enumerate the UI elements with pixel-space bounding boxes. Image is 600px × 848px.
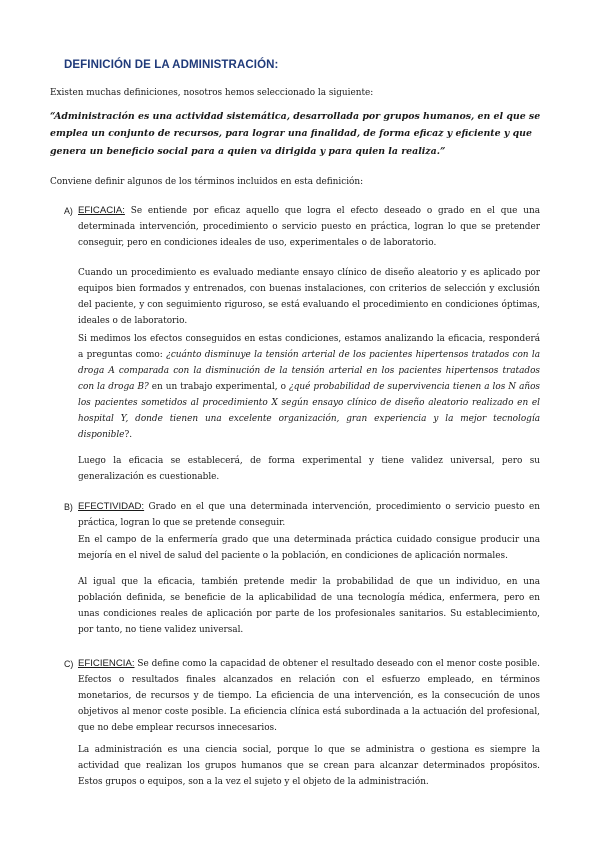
section-a-p3-d: ¿qué probabilidad de supervivencia tienen a los N años los pacientes sometidos al procedimiento X según ensayo clínico de diseño aleatorio realizado en el hospital Y, donde tienen una excelente organización, gran experiencia y la mejor tecnología disponible <box>78 382 540 440</box>
term-efectividad: EFECTIVIDAD: <box>78 501 145 512</box>
page-title: DEFINICIÓN DE LA ADMINISTRACIÓN: <box>64 59 279 71</box>
section-a-letter: A) <box>64 206 73 216</box>
section-b-p2: Al igual que la eficacia, también pretende medir la probabilidad de que un individuo, en una población definida, se beneficie de la aplicabilidad de una tecnología médica, enfermera, pero en unas condiciones reales de aplicación por parte de los profesionales sanitarios. Su establecimiento, por tanto, no tiene validez universal. <box>78 577 540 635</box>
section-a-p2: Cuando un procedimiento es evaluado mediante ensayo clínico de diseño aleatorio y es aplicado por equipos bien formados y entrenados, con buenas instalaciones, con criterios de selección y exclusión del paciente, y con seguimiento riguroso, se está evaluando el procedimiento en condiciones óptimas, ideales o de laboratorio. <box>78 268 540 326</box>
lead-text: Conviene definir algunos de los términos incluidos en esta definición: <box>50 177 364 187</box>
section-a-p3-c: en un trabajo experimental, o <box>148 382 289 392</box>
section-a-p3-e: ?. <box>124 430 133 440</box>
section-a-p1 <box>78 203 540 251</box>
definition-quote: “Administración es una actividad sistemática, desarrollada por grupos humanos, en el que se emplea un conjunto de recursos, para lograr una finalidad, de forma eficaz y eficiente y que genera un beneficio social para a quien va dirigida y para quien la realiza.” <box>50 111 541 157</box>
section-c-letter: C) <box>64 659 74 669</box>
term-eficiencia: EFICIENCIA: <box>78 658 135 669</box>
intro-text: Existen muchas definiciones, nosotros hemos seleccionado la siguiente: <box>50 88 374 98</box>
section-b-letter: B) <box>64 502 73 512</box>
section-c-p2: La administración es una ciencia social, porque lo que se administra o gestiona es siempre la actividad que realizan los grupos humanos que se crean para alcanzar determinados propósitos. Estos grupos o equipos, son a la vez el sujeto y el objeto de la administración. <box>78 745 540 787</box>
section-c-p1 <box>78 656 540 736</box>
term-eficacia: EFICACIA: <box>78 205 125 216</box>
section-b-p1-text: Grado en el que una determinada intervención, procedimiento o servicio puesto en práctica, logran lo que se pretende conseguir. <box>78 502 540 528</box>
section-b-p1 <box>78 499 540 531</box>
section-b-p1b: En el campo de la enfermería grado que una determinada práctica cuidado consigue producir una mejoría en el nivel de salud del paciente o la población, en condiciones de aplicación normales. <box>78 535 540 561</box>
section-a-p3-a: Si medimos los efectos conseguidos en estas condiciones, estamos analizando la eficacia, responderá a preguntas como: <box>78 334 540 360</box>
section-c-p1-text: Se define como la capacidad de obtener el resultado deseado con el menor coste posible. Efectos o resultados finales alcanzados en relación con el esfuerzo empleado, en términos monetarios, de recursos y de tiempo. La eficiencia de una intervención, es la consecución de unos objetivos al menor coste posible. La eficiencia clínica está subordinada a la actuación del profesional, que no debe emplear recursos innecesarios. <box>78 659 540 733</box>
section-a-p3-b: ¿cuánto disminuye la tensión arterial de los pacientes hipertensos tratados con la droga A comparada con la disminución de la tensión arterial en los pacientes hipertensos tratados con la droga B? <box>78 350 540 392</box>
section-a-p4: Luego la eficacia se establecerá, de forma experimental y tiene validez universal, pero su generalización es cuestionable. <box>78 456 540 482</box>
section-a-p3 <box>78 331 540 443</box>
section-a-p1-text: Se entiende por eficaz aquello que logra el efecto deseado o grado en el que una determinada intervención, procedimiento o servicio puesto en práctica, logran lo que se pretender conseguir, pero en condiciones ideales de uso, experimentales o de laboratorio. <box>78 206 540 248</box>
